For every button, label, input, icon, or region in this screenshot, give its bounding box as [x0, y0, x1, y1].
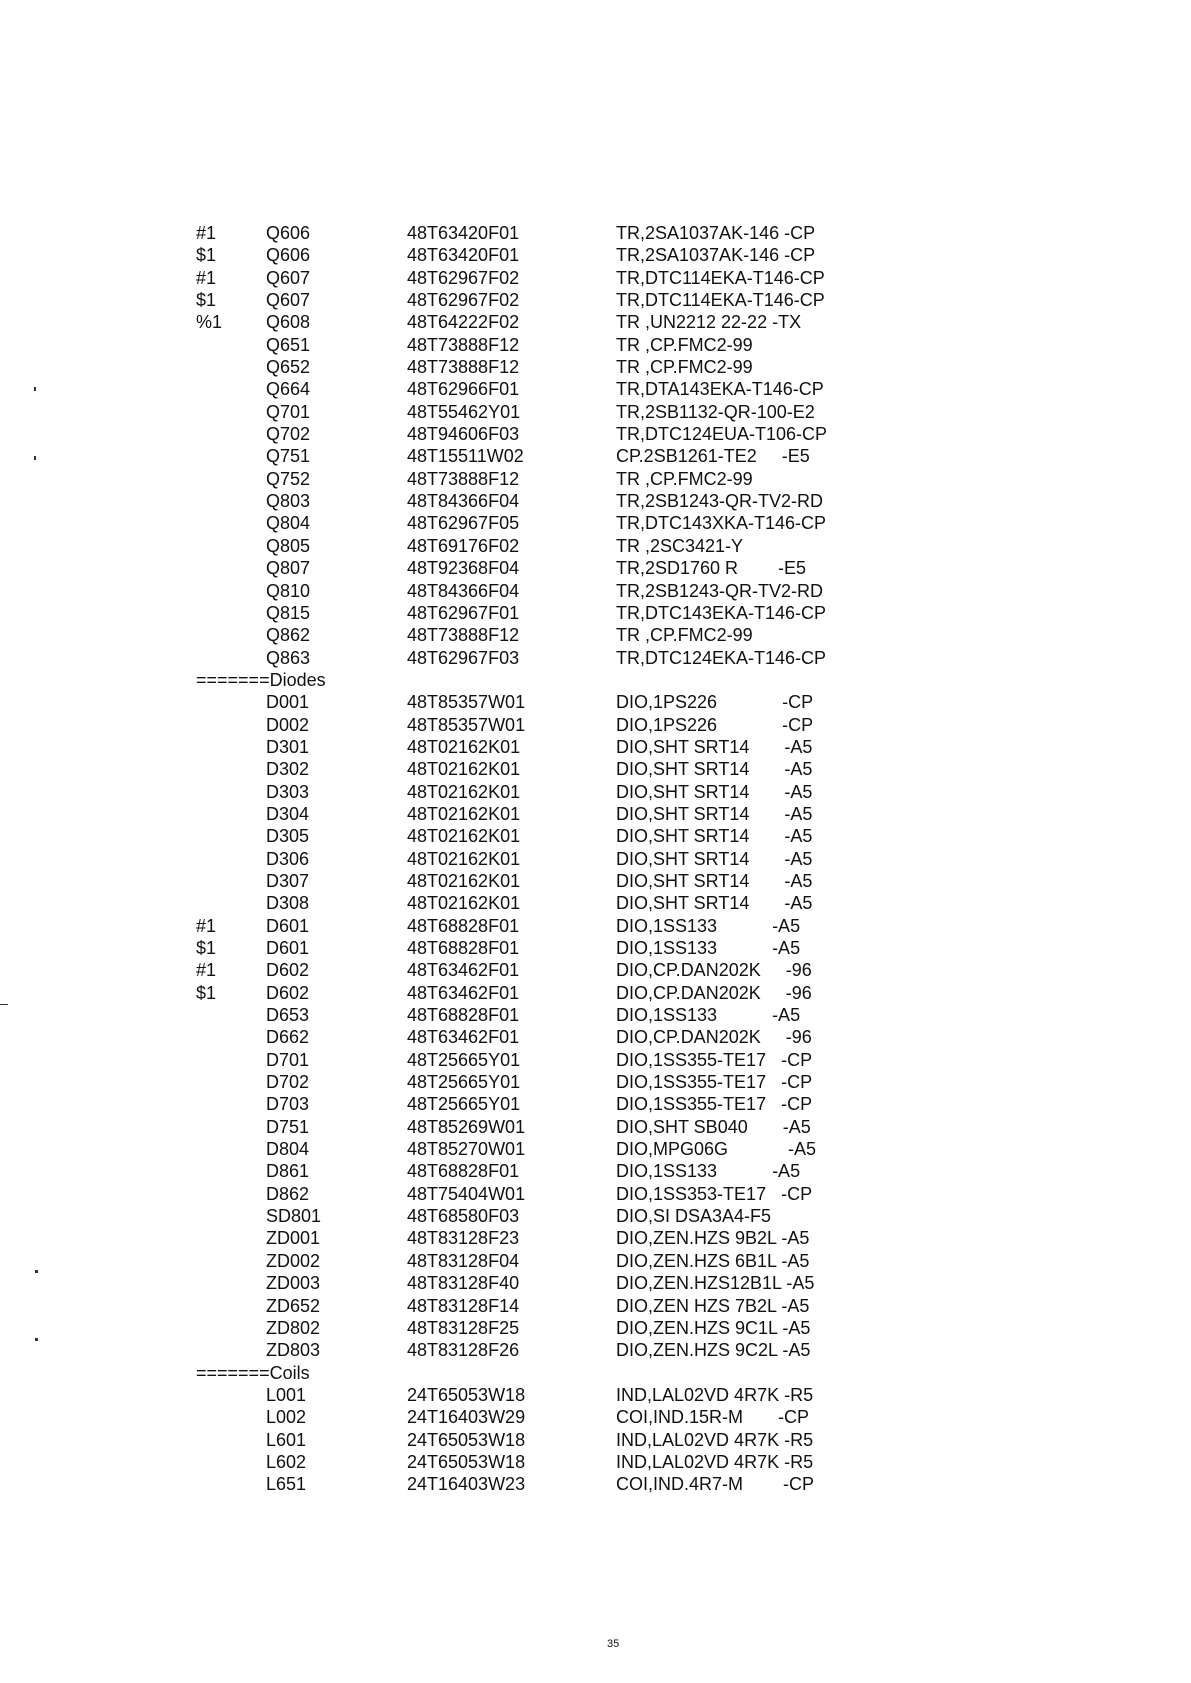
- part-description: DIO,SHT SRT14 -A5: [616, 736, 813, 757]
- part-description: DIO,SHT SRT14 -A5: [616, 781, 813, 802]
- part-number: 48T75404W01: [407, 1183, 526, 1204]
- part-row: [196, 758, 876, 780]
- reference-designator: Q803: [266, 491, 311, 512]
- reference-designator: Q752: [266, 468, 311, 489]
- part-number: 48T83128F40: [407, 1273, 520, 1294]
- parts-list: [196, 222, 876, 1496]
- part-number: 24T65053W18: [407, 1429, 526, 1450]
- part-description: TR,2SD1760 R -E5: [616, 558, 807, 579]
- variant-mark: #1: [196, 223, 217, 243]
- variant-mark: $1: [196, 938, 217, 958]
- part-row: [196, 1227, 876, 1249]
- part-row: [196, 1026, 876, 1048]
- part-row: [196, 1429, 876, 1451]
- part-description: DIO,1SS353-TE17 -CP: [616, 1183, 813, 1204]
- part-number: 48T73888F12: [407, 625, 520, 646]
- part-row: [196, 1071, 876, 1093]
- section-header: [196, 669, 876, 691]
- part-description: COI,IND.4R7-M -CP: [616, 1474, 815, 1495]
- part-row: [196, 490, 876, 512]
- part-row: [196, 1116, 876, 1138]
- part-row: [196, 1093, 876, 1115]
- reference-designator: D601: [266, 915, 310, 936]
- part-row: [196, 423, 876, 445]
- part-row: [196, 602, 876, 624]
- reference-designator: D702: [266, 1072, 310, 1093]
- part-row: [196, 1317, 876, 1339]
- reference-designator: D751: [266, 1116, 310, 1137]
- part-number: 48T92368F04: [407, 558, 520, 579]
- part-row: [196, 334, 876, 356]
- part-row: [196, 781, 876, 803]
- part-description: DIO,ZEN HZS 7B2L -A5: [616, 1295, 810, 1316]
- part-row: [196, 557, 876, 579]
- reference-designator: D308: [266, 893, 310, 914]
- part-description: DIO,1SS133 -A5: [616, 915, 801, 936]
- reference-designator: Q751: [266, 446, 311, 467]
- part-number: 48T68828F01: [407, 1161, 520, 1182]
- part-description: DIO,1SS133 -A5: [616, 1005, 801, 1026]
- part-number: 48T73888F12: [407, 334, 520, 355]
- variant-mark: $1: [196, 982, 217, 1003]
- part-row: [196, 892, 876, 914]
- part-number: 48T85357W01: [407, 714, 526, 735]
- part-number: 24T65053W18: [407, 1384, 526, 1405]
- part-row: [196, 1205, 876, 1227]
- part-description: DIO,SHT SRT14 -A5: [616, 893, 813, 914]
- reference-designator: ZD003: [266, 1273, 321, 1294]
- reference-designator: D002: [266, 714, 310, 735]
- part-description: COI,IND.15R-M -CP: [616, 1407, 810, 1428]
- reference-designator: D306: [266, 848, 310, 869]
- part-row: [196, 1406, 876, 1428]
- reference-designator: D302: [266, 759, 310, 780]
- part-description: TR,2SA1037AK-146 -CP: [616, 223, 816, 243]
- reference-designator: Q664: [266, 379, 311, 400]
- part-number: 48T02162K01: [407, 803, 521, 824]
- part-description: DIO,1PS226 -CP: [616, 692, 814, 713]
- reference-designator: Q810: [266, 580, 311, 601]
- reference-designator: D307: [266, 870, 310, 891]
- part-description: DIO,CP.DAN202K -96: [616, 1027, 812, 1048]
- part-number: 48T02162K01: [407, 736, 521, 757]
- part-number: 48T68828F01: [407, 915, 520, 936]
- reference-designator: Q815: [266, 602, 311, 623]
- part-number: 48T64222F02: [407, 312, 520, 333]
- part-number: 48T02162K01: [407, 848, 521, 869]
- part-number: 48T62967F02: [407, 290, 520, 311]
- reference-designator: Q652: [266, 357, 311, 378]
- reference-designator: Q608: [266, 312, 311, 333]
- reference-designator: D662: [266, 1027, 310, 1048]
- part-description: CP.2SB1261-TE2 -E5: [616, 446, 810, 467]
- part-description: DIO,ZEN.HZS12B1L -A5: [616, 1273, 815, 1294]
- part-number: 48T02162K01: [407, 759, 521, 780]
- part-description: DIO,ZEN.HZS 9B2L -A5: [616, 1228, 810, 1249]
- scan-speck: [35, 1270, 38, 1273]
- part-description: DIO,SHT SB040 -A5: [616, 1116, 811, 1137]
- part-description: DIO,1PS226 -CP: [616, 714, 814, 735]
- part-description: TR,DTC124EKA-T146-CP: [616, 647, 827, 668]
- part-description: DIO,1SS355-TE17 -CP: [616, 1072, 813, 1093]
- reference-designator: ZD802: [266, 1317, 321, 1338]
- part-description: TR ,CP.FMC2-99: [616, 334, 753, 355]
- part-number: 48T94606F03: [407, 424, 520, 445]
- part-description: DIO,ZEN.HZS 9C2L -A5: [616, 1340, 811, 1361]
- part-number: 48T85270W01: [407, 1139, 526, 1160]
- part-description: IND,LAL02VD 4R7K -R5: [616, 1451, 814, 1472]
- part-number: 48T25665Y01: [407, 1049, 521, 1070]
- part-number: 48T63462F01: [407, 1027, 520, 1048]
- part-description: DIO,SHT SRT14 -A5: [616, 803, 813, 824]
- reference-designator: D703: [266, 1094, 310, 1115]
- part-number: 48T73888F12: [407, 468, 520, 489]
- part-description: TR,DTC124EUA-T106-CP: [616, 424, 828, 445]
- part-number: 48T02162K01: [407, 893, 521, 914]
- reference-designator: D303: [266, 781, 310, 802]
- part-description: DIO,1SS133 -A5: [616, 938, 801, 958]
- part-number: 48T83128F14: [407, 1295, 520, 1316]
- part-number: 48T85269W01: [407, 1116, 526, 1137]
- part-description: TR,DTC114EKA-T146-CP: [616, 290, 825, 311]
- part-number: 48T62967F01: [407, 602, 520, 623]
- part-number: 48T15511W02: [407, 446, 524, 467]
- reference-designator: Q863: [266, 647, 311, 668]
- part-row: [196, 825, 876, 847]
- part-row: [196, 1250, 876, 1272]
- part-number: 24T65053W18: [407, 1451, 526, 1472]
- scan-speck: [34, 456, 36, 460]
- part-description: DIO,SHT SRT14 -A5: [616, 826, 813, 847]
- part-number: 48T85357W01: [407, 692, 526, 713]
- part-number: 48T68828F01: [407, 1005, 520, 1026]
- part-description: DIO,1SS355-TE17 -CP: [616, 1094, 813, 1115]
- part-number: 48T63462F01: [407, 960, 520, 981]
- part-row: [196, 714, 876, 736]
- part-row: [196, 244, 876, 266]
- part-row: [196, 1004, 876, 1026]
- reference-designator: D804: [266, 1139, 310, 1160]
- part-number: 48T83128F25: [407, 1317, 520, 1338]
- part-number: 48T62967F02: [407, 267, 520, 288]
- part-row: [196, 1138, 876, 1160]
- part-row: [196, 267, 876, 289]
- part-number: 48T62967F03: [407, 647, 520, 668]
- part-number: 48T83128F23: [407, 1228, 520, 1249]
- part-row: [196, 468, 876, 490]
- reference-designator: Q701: [266, 401, 311, 422]
- part-row: [196, 1160, 876, 1182]
- section-header: [196, 1362, 876, 1384]
- part-row: [196, 401, 876, 423]
- reference-designator: Q807: [266, 558, 311, 579]
- part-row: [196, 1384, 876, 1406]
- part-description: DIO,CP.DAN202K -96: [616, 982, 812, 1003]
- reference-designator: D304: [266, 803, 310, 824]
- part-row: [196, 870, 876, 892]
- part-description: DIO,ZEN.HZS 9C1L -A5: [616, 1317, 811, 1338]
- part-number: 48T02162K01: [407, 870, 521, 891]
- part-number: 48T55462Y01: [407, 401, 521, 422]
- part-description: TR,2SB1132-QR-100-E2: [616, 401, 815, 422]
- part-row: [196, 1183, 876, 1205]
- part-description: TR ,CP.FMC2-99: [616, 468, 753, 489]
- part-description: TR,2SB1243-QR-TV2-RD: [616, 580, 824, 601]
- part-description: DIO,SHT SRT14 -A5: [616, 848, 813, 869]
- variant-mark: #1: [196, 960, 217, 981]
- part-row: [196, 1339, 876, 1361]
- part-row: [196, 1473, 876, 1495]
- part-number: 24T16403W23: [407, 1474, 526, 1495]
- reference-designator: L001: [266, 1384, 307, 1405]
- reference-designator: Q607: [266, 267, 311, 288]
- part-number: 48T83128F26: [407, 1340, 520, 1361]
- reference-designator: Q702: [266, 424, 311, 445]
- section-title: =======Diodes: [196, 669, 326, 690]
- reference-designator: Q805: [266, 535, 311, 556]
- part-row: [196, 848, 876, 870]
- reference-designator: Q607: [266, 290, 311, 311]
- part-row: [196, 959, 876, 981]
- part-row: [196, 356, 876, 378]
- part-row: [196, 535, 876, 557]
- part-row: [196, 1272, 876, 1294]
- part-description: DIO,SI DSA3A4-F5: [616, 1206, 772, 1227]
- reference-designator: D701: [266, 1049, 310, 1070]
- part-number: 48T63420F01: [407, 223, 520, 243]
- variant-mark: %1: [196, 312, 223, 333]
- part-description: TR ,CP.FMC2-99: [616, 357, 753, 378]
- part-row: [196, 803, 876, 825]
- part-row: [196, 691, 876, 713]
- part-row: [196, 647, 876, 669]
- part-description: TR ,2SC3421-Y: [616, 535, 744, 556]
- part-description: IND,LAL02VD 4R7K -R5: [616, 1429, 814, 1450]
- reference-designator: ZD001: [266, 1228, 321, 1249]
- reference-designator: ZD002: [266, 1250, 321, 1271]
- reference-designator: D862: [266, 1183, 310, 1204]
- part-description: IND,LAL02VD 4R7K -R5: [616, 1384, 814, 1405]
- part-row: [196, 1295, 876, 1317]
- part-description: TR,DTC114EKA-T146-CP: [616, 267, 825, 288]
- reference-designator: D602: [266, 982, 310, 1003]
- part-description: DIO,CP.DAN202K -96: [616, 960, 812, 981]
- reference-designator: D861: [266, 1161, 310, 1182]
- section-title: =======Coils: [196, 1362, 310, 1383]
- reference-designator: Q606: [266, 245, 311, 266]
- scan-speck: [34, 387, 36, 391]
- part-row: [196, 982, 876, 1004]
- variant-mark: $1: [196, 245, 217, 266]
- reference-designator: D602: [266, 960, 310, 981]
- part-description: TR,2SA1037AK-146 -CP: [616, 245, 816, 266]
- reference-designator: D305: [266, 826, 310, 847]
- part-number: 24T16403W29: [407, 1407, 526, 1428]
- reference-designator: ZD652: [266, 1295, 321, 1316]
- reference-designator: D301: [266, 736, 310, 757]
- reference-designator: Q651: [266, 334, 311, 355]
- part-description: TR,DTC143EKA-T146-CP: [616, 602, 827, 623]
- part-row: [196, 624, 876, 646]
- part-description: TR,DTC143XKA-T146-CP: [616, 513, 827, 534]
- part-description: DIO,MPG06G -A5: [616, 1139, 817, 1160]
- reference-designator: D601: [266, 938, 310, 958]
- variant-mark: $1: [196, 290, 217, 311]
- part-number: 48T02162K01: [407, 826, 521, 847]
- part-row: [196, 311, 876, 333]
- part-row: [196, 937, 876, 959]
- part-description: DIO,SHT SRT14 -A5: [616, 870, 813, 891]
- part-number: 48T63462F01: [407, 982, 520, 1003]
- part-row: [196, 1049, 876, 1071]
- part-number: 48T84366F04: [407, 491, 520, 512]
- reference-designator: Q862: [266, 625, 311, 646]
- reference-designator: L601: [266, 1429, 307, 1450]
- page-number: 35: [607, 1638, 620, 1650]
- part-description: DIO,1SS355-TE17 -CP: [616, 1049, 813, 1070]
- reference-designator: D001: [266, 692, 310, 713]
- reference-designator: ZD803: [266, 1340, 321, 1361]
- part-row: [196, 289, 876, 311]
- part-row: [196, 915, 876, 937]
- part-row: [196, 222, 876, 244]
- part-description: TR ,UN2212 22-22 -TX: [616, 312, 802, 333]
- part-row: [196, 736, 876, 758]
- variant-mark: #1: [196, 267, 217, 288]
- part-number: 48T84366F04: [407, 580, 520, 601]
- part-description: DIO,SHT SRT14 -A5: [616, 759, 813, 780]
- part-number: 48T25665Y01: [407, 1072, 521, 1093]
- part-number: 48T68580F03: [407, 1206, 520, 1227]
- part-description: DIO,1SS133 -A5: [616, 1161, 801, 1182]
- reference-designator: SD801: [266, 1206, 322, 1227]
- reference-designator: L602: [266, 1451, 307, 1472]
- part-description: TR,DTA143EKA-T146-CP: [616, 379, 824, 400]
- variant-mark: #1: [196, 915, 217, 936]
- part-description: DIO,ZEN.HZS 6B1L -A5: [616, 1250, 810, 1271]
- part-row: [196, 580, 876, 602]
- part-number: 48T69176F02: [407, 535, 520, 556]
- part-row: [196, 445, 876, 467]
- part-row: [196, 512, 876, 534]
- reference-designator: Q804: [266, 513, 311, 534]
- part-row: [196, 378, 876, 400]
- part-row: [196, 1451, 876, 1473]
- part-number: 48T83128F04: [407, 1250, 520, 1271]
- part-description: TR ,CP.FMC2-99: [616, 625, 753, 646]
- part-number: 48T73888F12: [407, 357, 520, 378]
- scan-speck: [35, 1338, 38, 1341]
- part-number: 48T25665Y01: [407, 1094, 521, 1115]
- part-number: 48T63420F01: [407, 245, 520, 266]
- part-number: 48T02162K01: [407, 781, 521, 802]
- part-description: TR,2SB1243-QR-TV2-RD: [616, 491, 824, 512]
- scan-speck: [0, 1004, 8, 1005]
- reference-designator: L651: [266, 1474, 307, 1495]
- reference-designator: D653: [266, 1005, 310, 1026]
- reference-designator: Q606: [266, 223, 311, 243]
- part-number: 48T62966F01: [407, 379, 520, 400]
- part-number: 48T62967F05: [407, 513, 520, 534]
- reference-designator: L002: [266, 1407, 307, 1428]
- part-number: 48T68828F01: [407, 938, 520, 958]
